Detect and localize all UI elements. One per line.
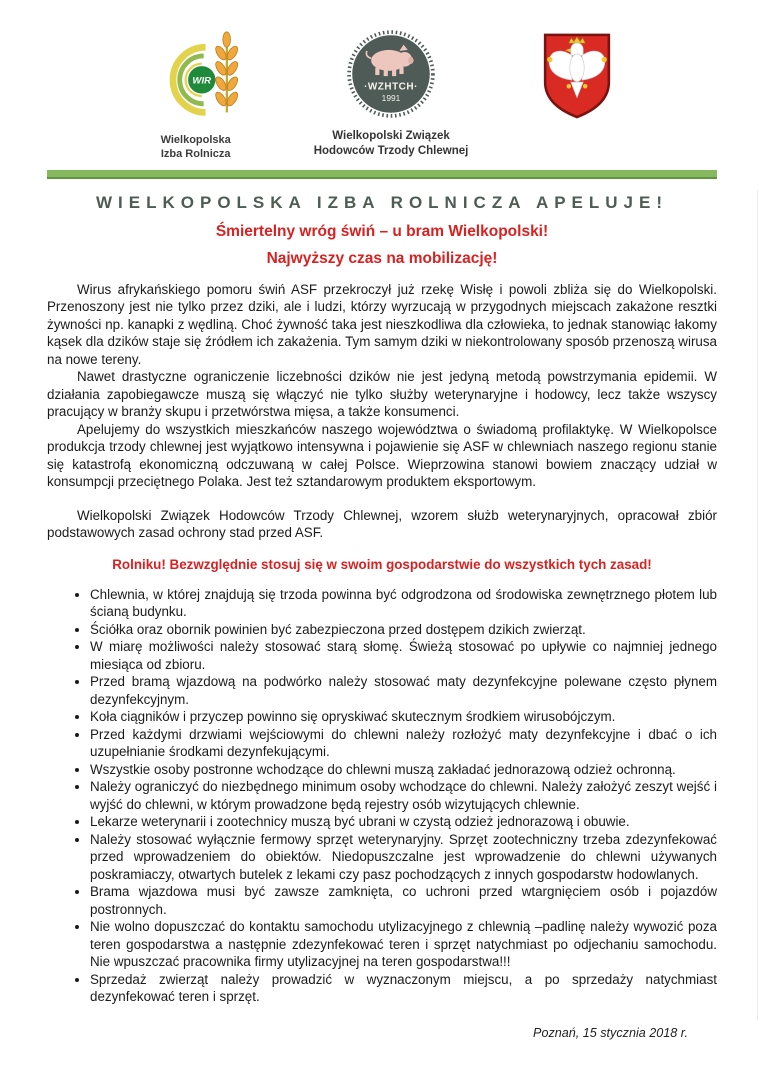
list-item: • Chlewnia, w której znajdują się trzoda powinna być odgrodzona od środowiska zewnętrznego płotem lub ścianą budynku. bbox=[90, 586, 717, 621]
list-item: • Sprzedaż zwierząt należy prowadzić w wyznaczonym miejscu, a po sprzedaży natychmiast dezynfekować teren i sprzęt. bbox=[90, 971, 717, 1006]
wzhtch-badge-text: ·WZHTCH· bbox=[364, 81, 418, 93]
list-item: • Należy ograniczyć do niezbędnego minimum osoby wchodzące do chlewni. Należy założyć zeszyt wejść i wyjść do chlewni, w którym prowadzone będą rejestry osób wizytujących chlewnie. bbox=[90, 778, 717, 813]
scan-artifact-line bbox=[757, 190, 758, 1020]
paragraph-2: Nawet drastyczne ograniczenie liczebności dzików nie jest jedyną metodą powstrzymania epidemii. W działania zapobiegawcze muszą się włączyć nie tylko służby weterynaryjne i hodowcy, lecz także wszyscy pracujący w branży skupu i przetwórstwa mięsa, a także konsumenci. bbox=[47, 369, 717, 420]
wir-logo-caption bbox=[161, 133, 231, 162]
list-item: • Należy stosować wyłącznie fermowy sprzęt weterynaryjny. Sprzęt zootechniczny trzeba zdezynfekować przed wprowadzeniem do obiektów. Niedopuszczalne jest wprowadzenie do chlewni używanych poskramiaczy, otwartych butelek z lekami czy pasz pochodzących z innych gospodarstw hodowlanych. bbox=[90, 831, 717, 884]
list-item: • Lekarze weterynarii i zootechnicy muszą być ubrani w czystą odzież jednorazową i obuwie. bbox=[90, 813, 717, 831]
logo-wir-block bbox=[150, 30, 242, 162]
document-body bbox=[47, 281, 717, 542]
paragraph-4: Wielkopolski Związek Hodowców Trzody Chlewnej, wzorem służb weterynaryjnych, opracował zbiór podstawowych zasad ochrony stad przed ASF. bbox=[47, 507, 717, 541]
list-item: • W miarę możliwości należy stosować starą słomę. Świeżą stosować po upływie co najmniej jednego miesiąca od zbioru. bbox=[90, 638, 717, 673]
paragraph-1: Wirus afrykańskiego pomoru świń ASF przekroczył już rzekę Wisłę i powoli zbliża się do Wielkopolski. Przenoszony jest nie tylko przez dziki, ale i ludzi, którzy wyrzucają w przygodnych miejscach zakażone resztki żywności np. kanapki z wędliną. Choć żywność taka jest nieszkodliwa dla człowieka, to jednak stanowiąc łakomy kąsek dla dzików staje się źródłem ich zakażenia. Tym samym dziki w niekontrolowany sposób przenoszą wirusa na nowe tereny. bbox=[47, 281, 717, 367]
wzhtch-badge-icon bbox=[347, 30, 435, 123]
wir-logo-icon bbox=[150, 30, 242, 127]
list-item: • Brama wjazdowa musi być zawsze zamknięta, co uchroni przed wtargnięciem osób i pojazdów postronnych. bbox=[90, 883, 717, 918]
wzhtch-caption-line2: Hodowców Trzody Chlewnej bbox=[313, 144, 469, 157]
subtitle-mobilization: Najwyższy czas na mobilizację! bbox=[266, 249, 498, 267]
list-item: • Wszystkie osoby postronne wchodzące do chlewni muszą zakładać jednorazową odzież ochronną. bbox=[90, 761, 717, 779]
subtitle-warning: Śmiertelny wróg świń – u bram Wielkopolski! bbox=[215, 222, 549, 240]
wzhtch-logo-caption bbox=[314, 129, 469, 159]
logo-wzhtch-block bbox=[314, 30, 469, 159]
rules-heading: Rolniku! Bezwzględnie stosuj się w swoim gospodarstwie do wszystkich tych zasad! bbox=[112, 556, 652, 572]
paragraph-3: Apelujemy do wszystkich mieszkańców naszego województwa o świadomą profilaktykę. W Wielkopolsce produkcja trzody chlewnej jest wyjątkowo intensywna i pojawienie się ASF w chlewniach naszego regionu stanie się katastrofą ekonomiczną odczuwaną w całej Polsce. Wieprzowina stanowi bowiem znaczący udział w konsumpcji przeciętnego Polaka. Jest też sztandarowym produktem eksportowym. bbox=[47, 421, 717, 490]
list-item: • Przed bramą wjazdową na podwórko należy stosować maty dezynfekcyjne polewane często płynem dezynfekcyjnym. bbox=[90, 673, 717, 708]
wir-caption-line1: Wielkopolska bbox=[160, 134, 231, 146]
wielkopolska-coat-of-arms-icon bbox=[540, 30, 614, 127]
list-item: • Nie wolno dopuszczać do kontaktu samochodu utylizacyjnego z chlewnią –padlinę należy wywozić poza teren gospodarstwa a następnie zdezynfekować teren i sprzęt natychmiast po odjechaniu samochodu. Nie wpuszczać pracownika firmy utylizacyjnej na teren gospodarstwa!!! bbox=[90, 918, 717, 971]
rules-list bbox=[47, 586, 717, 1006]
list-item: • Przed każdymi drzwiami wejściowymi do chlewni należy rozłożyć maty dezynfekcyjne i dbać o ich uzupełnianie środkami dezynfekującymi. bbox=[90, 726, 717, 761]
list-item: • Koła ciągników i przyczep powinno się opryskiwać skutecznym środkiem wirusobójczym. bbox=[90, 708, 717, 726]
coat-of-arms-block bbox=[540, 30, 614, 127]
list-item: • Ściółka oraz obornik powinien być zabezpieczona przed dostępem dzikich zwierząt. bbox=[90, 621, 717, 639]
header-divider-bar bbox=[47, 170, 717, 179]
page-title: WIELKOPOLSKA IZBA ROLNICZA APELUJE! bbox=[95, 192, 669, 212]
wzhtch-caption-line1: Wielkopolski Związek bbox=[332, 130, 450, 142]
wzhtch-badge-year: 1991 bbox=[381, 93, 401, 104]
date-place-line: Poznań, 15 stycznia 2018 r. bbox=[533, 1025, 688, 1040]
document-header bbox=[0, 0, 764, 162]
svg-text:WIR: WIR bbox=[192, 75, 211, 87]
wir-caption-line2: Izba Rolnicza bbox=[160, 148, 231, 161]
